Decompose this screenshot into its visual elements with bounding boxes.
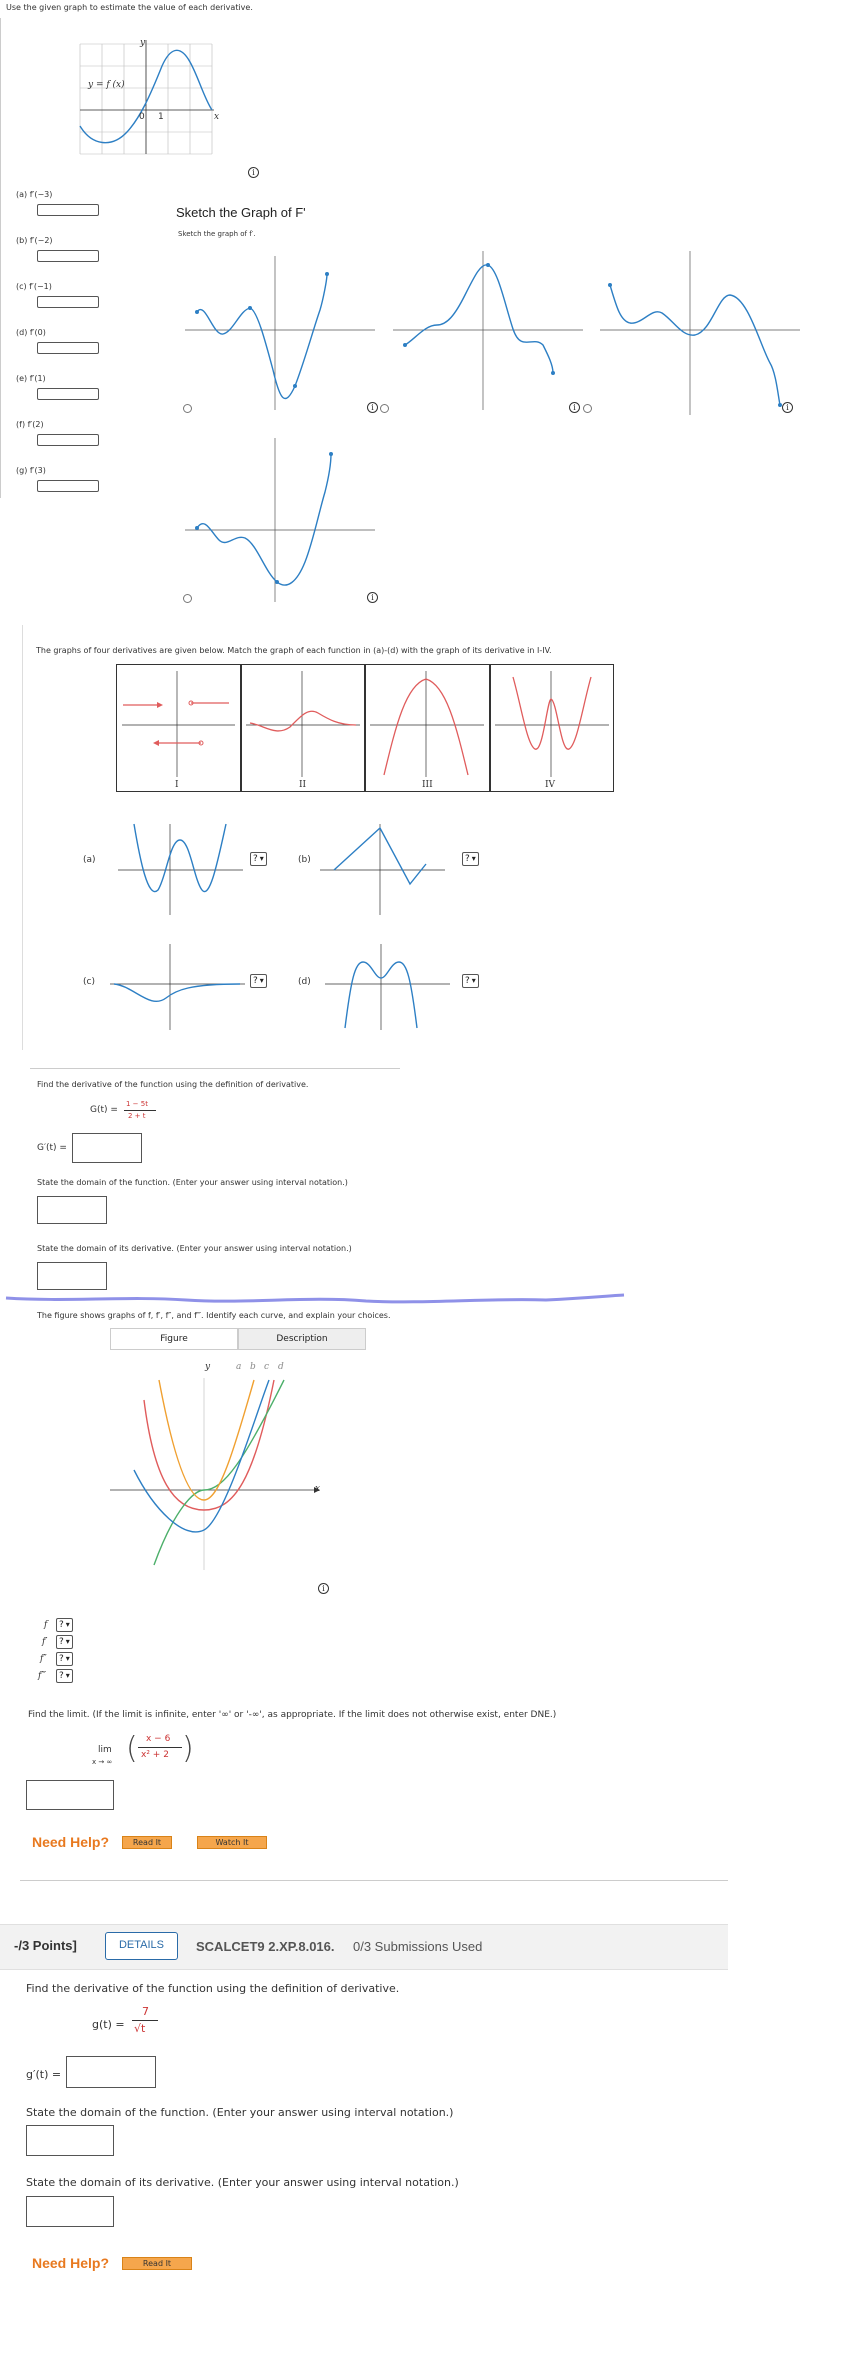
- q5-den: x² + 2: [141, 1750, 169, 1760]
- q4-select[interactable]: ? ▾: [56, 1618, 73, 1632]
- q1-part-input[interactable]: [37, 388, 99, 400]
- q1-part-label: (e) f′(1): [16, 374, 46, 383]
- q1-part-label: (c) f′(−1): [16, 282, 52, 291]
- q1-part-input[interactable]: [37, 204, 99, 216]
- q2-select-d[interactable]: ? ▾: [462, 974, 479, 988]
- q1-part-input[interactable]: [37, 296, 99, 308]
- q4-instruction: The figure shows graphs of f, f′, f″, and f‴. Identify each curve, and explain your choices.: [37, 1311, 391, 1320]
- q2-instruction: The graphs of four derivatives are given below. Match the graph of each function in (a)-(d) with the graph of its derivative in I-IV.: [36, 646, 552, 655]
- sketch-subtitle: Sketch the graph of f′.: [178, 230, 256, 238]
- q1-axis-y: y: [140, 38, 146, 48]
- q6-domain-deriv-input[interactable]: [26, 2196, 114, 2227]
- choice-radio-4[interactable]: [183, 594, 192, 603]
- q4-curve-b: b: [250, 1362, 256, 1372]
- q2-select-a[interactable]: ? ▾: [250, 852, 267, 866]
- q2-select-c[interactable]: ? ▾: [250, 974, 267, 988]
- q5-answer-input[interactable]: [26, 1780, 114, 1810]
- choice-graph-2: [393, 245, 583, 410]
- q3-domain-func-label: State the domain of the function. (Enter your answer using interval notation.): [37, 1178, 348, 1187]
- q1-part-label: (d) f′(0): [16, 328, 46, 337]
- choice-graph-4: [185, 432, 375, 602]
- q3-domain-deriv-label: State the domain of its derivative. (Enter your answer using interval notation.): [37, 1244, 352, 1253]
- q3-domain-deriv-input[interactable]: [37, 1262, 107, 1290]
- q1-instruction: Use the given graph to estimate the value of each derivative.: [6, 3, 253, 12]
- choice-graph-1: [185, 250, 375, 410]
- q6-instruction: Find the derivative of the function using the definition of derivative.: [26, 1982, 400, 1995]
- q2-select-b[interactable]: ? ▾: [462, 852, 479, 866]
- q2-panel-label-2: II: [299, 780, 307, 790]
- q3-func-num: 1 − 5t: [126, 1100, 148, 1108]
- tab-description[interactable]: Description: [238, 1328, 366, 1350]
- q4-select-label: f″: [40, 1654, 47, 1664]
- q4-graph: [104, 1360, 324, 1570]
- q3-instruction: Find the derivative of the function using the definition of derivative.: [37, 1080, 309, 1089]
- q1-part-label: (a) f′(−3): [16, 190, 53, 199]
- left-border: [0, 18, 1, 498]
- q2-left-border: [22, 625, 23, 1050]
- q3-deriv-input[interactable]: [72, 1133, 142, 1163]
- q1-part-input[interactable]: [37, 250, 99, 262]
- q2-panel-4: [491, 665, 613, 777]
- q1-tick-1: 1: [158, 112, 164, 122]
- q6-code: SCALCET9 2.XP.8.016.: [196, 1939, 335, 1954]
- sketch-title: Sketch the Graph of F': [176, 205, 306, 220]
- purple-scribble: [6, 1292, 626, 1306]
- q4-axis-y: y: [205, 1362, 211, 1372]
- q6-read-it-button[interactable]: Read It: [122, 2257, 192, 2270]
- q1-part-input[interactable]: [37, 480, 99, 492]
- q5-divider: [20, 1880, 728, 1881]
- q2-panel-3: [366, 665, 489, 777]
- q1-part-label: (f) f′(2): [16, 420, 44, 429]
- q5-need-help: Need Help?: [32, 1834, 110, 1850]
- q2-panel-label-1: I: [175, 780, 179, 790]
- q3-domain-func-input[interactable]: [37, 1196, 107, 1224]
- choice-info-icon-2[interactable]: i: [569, 402, 580, 413]
- q6-func-den: √t: [134, 2022, 146, 2035]
- choice-info-icon-4[interactable]: i: [367, 592, 378, 603]
- q1-part-input[interactable]: [37, 434, 99, 446]
- choice-info-icon-1[interactable]: i: [367, 402, 378, 413]
- q1-graph: [72, 36, 222, 166]
- q6-submissions: 0/3 Submissions Used: [353, 1939, 483, 1954]
- q5-read-it-button[interactable]: Read It: [122, 1836, 172, 1849]
- q4-curve-d: d: [278, 1362, 284, 1372]
- q4-select[interactable]: ? ▾: [56, 1635, 73, 1649]
- q2-label-a: (a): [83, 855, 96, 865]
- q5-num: x − 6: [146, 1734, 171, 1744]
- q6-func-num: 7: [142, 2005, 149, 2018]
- q6-need-help: Need Help?: [32, 2255, 110, 2271]
- q6-points: -/3 Points]: [14, 1938, 77, 1953]
- q1-info-icon[interactable]: i: [248, 167, 259, 178]
- q6-deriv-input[interactable]: [66, 2056, 156, 2088]
- choice-info-icon-3[interactable]: i: [782, 402, 793, 413]
- choice-radio-1[interactable]: [183, 404, 192, 413]
- q2-panel-label-3: III: [422, 780, 433, 790]
- q3-func-lhs: G(t) =: [90, 1105, 118, 1115]
- q2-label-c: (c): [83, 977, 95, 987]
- q2-panel-label-4: IV: [545, 780, 556, 790]
- q4-select-label: f′: [42, 1637, 48, 1647]
- q1-part-label: (g) f′(3): [16, 466, 46, 475]
- q2-panel-1: [117, 665, 240, 777]
- q4-select[interactable]: ? ▾: [56, 1669, 73, 1683]
- q6-func-lhs: g(t) =: [92, 2018, 125, 2031]
- q1-graph-label: y = f (x): [88, 80, 125, 90]
- q1-axis-x: x: [214, 112, 220, 122]
- tab-figure[interactable]: Figure: [110, 1328, 238, 1350]
- q2-label-b: (b): [298, 855, 311, 865]
- q6-details-button[interactable]: DETAILS: [105, 1932, 178, 1960]
- q2-label-d: (d): [298, 977, 311, 987]
- q4-select-label: f‴: [38, 1671, 47, 1681]
- q3-divider: [30, 1068, 400, 1069]
- choice-graph-3: [600, 245, 800, 415]
- q1-part-label: (b) f′(−2): [16, 236, 53, 245]
- q5-watch-it-button[interactable]: Watch It: [197, 1836, 267, 1849]
- q5-instruction: Find the limit. (If the limit is infinite, enter '∞' or '-∞', as appropriate. If the limit does not otherwise exist, enter DNE.): [28, 1710, 557, 1720]
- q3-deriv-label: G′(t) =: [37, 1143, 67, 1153]
- choice-radio-2[interactable]: [380, 404, 389, 413]
- q5-lim: lim: [98, 1745, 112, 1755]
- q2-func-a: [118, 820, 248, 915]
- q2-func-b: [320, 820, 450, 915]
- q4-curve-c: c: [264, 1362, 270, 1372]
- q6-domain-func-label: State the domain of the function. (Enter your answer using interval notation.): [26, 2106, 454, 2119]
- q4-select[interactable]: ? ▾: [56, 1652, 73, 1666]
- q3-func-den: 2 + t: [128, 1112, 146, 1120]
- q2-func-c: [110, 940, 250, 1030]
- choice-radio-3[interactable]: [583, 404, 592, 413]
- q4-curve-a: a: [236, 1362, 242, 1372]
- q5-lim-sub: x → ∞: [92, 1758, 113, 1766]
- q4-select-label: f: [44, 1620, 48, 1630]
- q6-deriv-label: g′(t) =: [26, 2068, 62, 2081]
- q1-part-input[interactable]: [37, 342, 99, 354]
- q4-info-icon[interactable]: i: [318, 1583, 329, 1594]
- q5-paren-left: (: [126, 1731, 138, 1766]
- q5-paren-right: ): [182, 1731, 194, 1766]
- q4-axis-x: x: [315, 1484, 321, 1494]
- q1-tick-0: 0: [139, 112, 145, 122]
- q6-domain-deriv-label: State the domain of its derivative. (Enter your answer using interval notation.): [26, 2176, 459, 2189]
- q2-panel-2: [242, 665, 364, 777]
- q6-domain-func-input[interactable]: [26, 2125, 114, 2156]
- q2-func-d: [325, 940, 455, 1030]
